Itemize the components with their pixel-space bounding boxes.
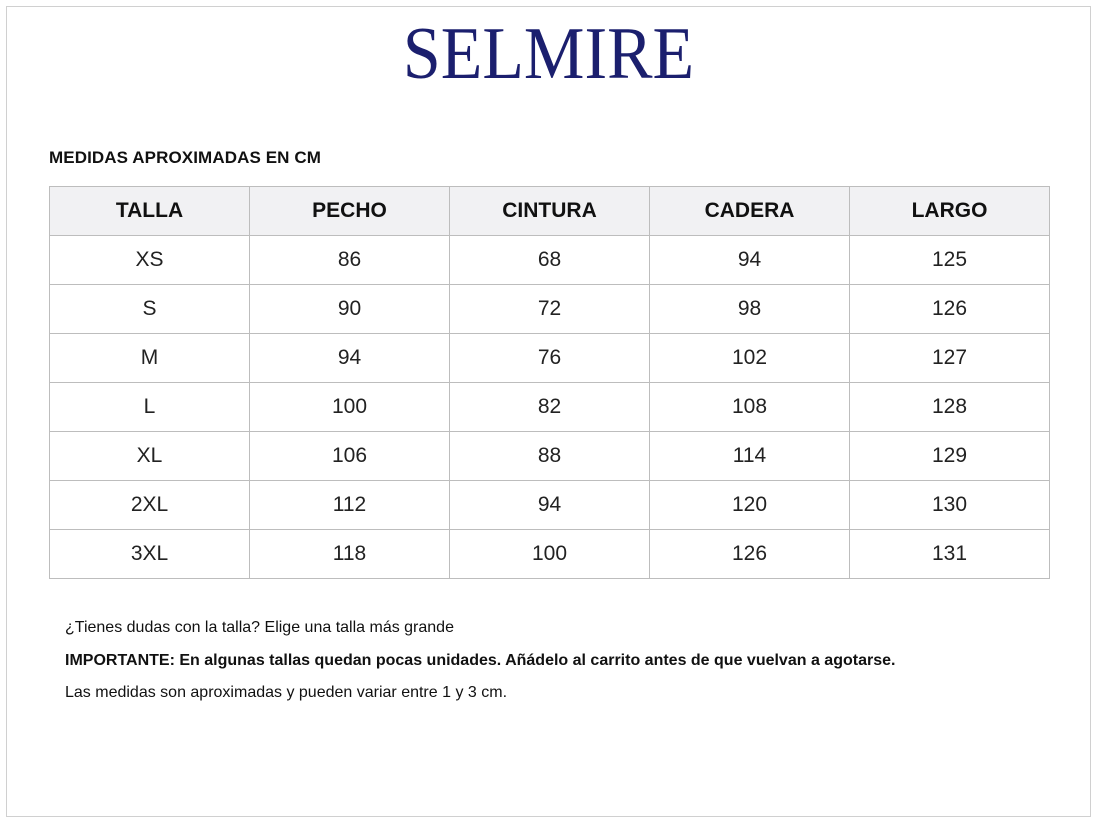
cell-cadera: 108 [650,383,850,432]
table-row [50,334,1050,383]
cell-largo: 131 [850,530,1050,579]
cell-pecho: 94 [250,334,450,383]
cell-talla: XS [50,236,250,285]
table-row [50,481,1050,530]
cell-cadera: 102 [650,334,850,383]
table-row [50,530,1050,579]
cell-cintura: 94 [450,481,650,530]
cell-largo: 129 [850,432,1050,481]
cell-talla: L [50,383,250,432]
cell-cadera: 98 [650,285,850,334]
column-header-largo: LARGO [850,187,1050,236]
cell-cintura: 68 [450,236,650,285]
cell-talla: S [50,285,250,334]
column-header-pecho: PECHO [250,187,450,236]
cell-talla: M [50,334,250,383]
cell-cintura: 76 [450,334,650,383]
cell-pecho: 86 [250,236,450,285]
cell-largo: 126 [850,285,1050,334]
note-approximate: Las medidas son aproximadas y pueden variar entre 1 y 3 cm. [65,684,508,701]
column-header-cintura: CINTURA [450,187,650,236]
cell-largo: 128 [850,383,1050,432]
table-row [50,285,1050,334]
note-important: IMPORTANTE: En algunas tallas quedan pocas unidades. Añádelo al carrito antes de que vuelvan a agotarse. [65,651,896,669]
table-row [50,432,1050,481]
cell-cintura: 100 [450,530,650,579]
column-header-talla: TALLA [50,187,250,236]
cell-talla: XL [50,432,250,481]
table-header-row [50,187,1050,236]
cell-pecho: 90 [250,285,450,334]
table-row [50,383,1050,432]
cell-cadera: 114 [650,432,850,481]
note-size-doubt: ¿Tienes dudas con la talla? Elige una talla más grande [65,619,454,636]
cell-cadera: 126 [650,530,850,579]
brand-logo: SELMIRE [402,13,695,95]
table-row [50,236,1050,285]
cell-largo: 127 [850,334,1050,383]
notes-block [65,618,895,716]
cell-cadera: 120 [650,481,850,530]
cell-largo: 125 [850,236,1050,285]
cell-talla: 3XL [50,530,250,579]
cell-largo: 130 [850,481,1050,530]
cell-pecho: 112 [250,481,450,530]
cell-cintura: 72 [450,285,650,334]
cell-cintura: 82 [450,383,650,432]
cell-talla: 2XL [50,481,250,530]
section-title: MEDIDAS APROXIMADAS EN CM [49,148,321,167]
cell-pecho: 118 [250,530,450,579]
cell-cintura: 88 [450,432,650,481]
cell-pecho: 106 [250,432,450,481]
column-header-cadera: CADERA [650,187,850,236]
cell-pecho: 100 [250,383,450,432]
size-chart-table [49,186,1050,579]
cell-cadera: 94 [650,236,850,285]
